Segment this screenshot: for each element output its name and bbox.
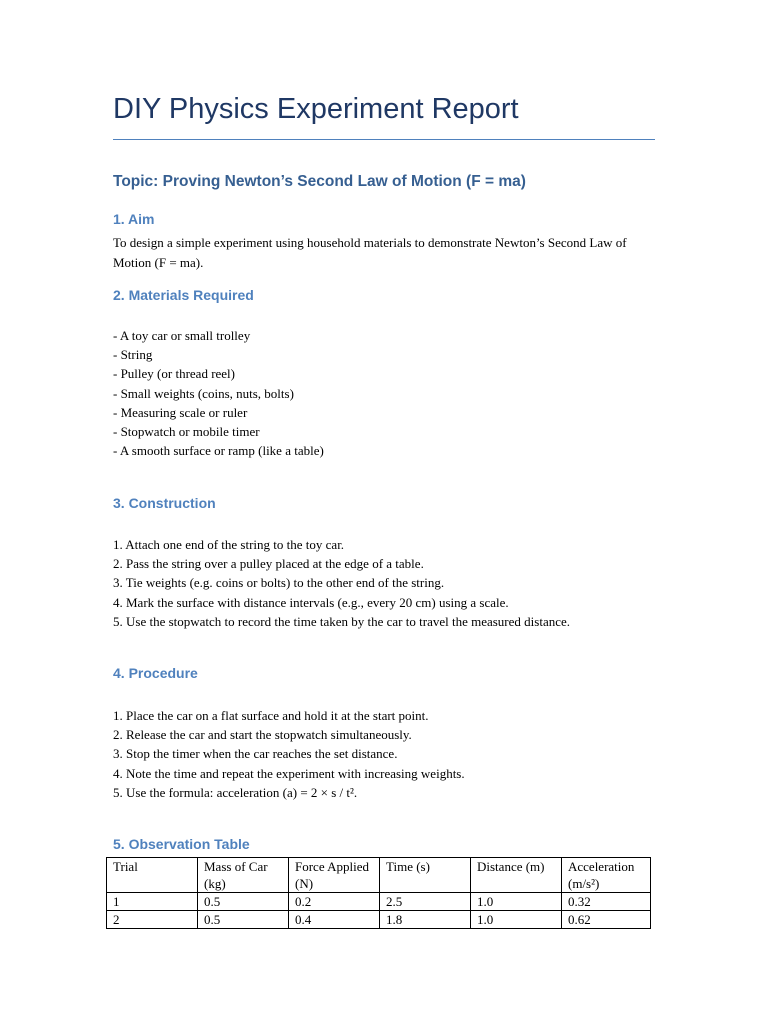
list-item: - String [113,347,153,363]
column-header-trial: Trial [107,858,198,893]
topic-heading: Topic: Proving Newton’s Second Law of Motion (F = ma) [113,173,526,190]
column-header-time: Time (s) [380,858,471,893]
procedure-heading: 4. Procedure [113,665,198,681]
list-item: 5. Use the stopwatch to record the time taken by the car to travel the measured distance. [113,613,570,629]
table-cell: 0.62 [562,911,651,929]
table-cell: 0.32 [562,893,651,911]
list-item: - Stopwatch or mobile timer [113,424,260,440]
aim-text: To design a simple experiment using household materials to demonstrate Newton’s Second Law of Motion (F = ma). [113,235,627,270]
table-cell: 1.8 [380,911,471,929]
column-header-distance: Distance (m) [471,858,562,893]
procedure-steps [113,706,465,802]
table-header-row [107,858,651,893]
list-item: 2. Release the car and start the stopwatch simultaneously. [113,727,412,743]
list-item: 4. Mark the surface with distance intervals (e.g., every 20 cm) using a scale. [113,594,509,610]
list-item: - A smooth surface or ramp (like a table) [113,443,324,459]
table-cell: 2.5 [380,893,471,911]
list-item: - Pulley (or thread reel) [113,366,236,382]
aim-heading: 1. Aim [113,211,155,227]
table-cell: 1.0 [471,911,562,929]
list-item: - Small weights (coins, nuts, bolts) [113,385,294,401]
table-row [107,911,651,929]
table-cell: 2 [107,911,198,929]
list-item: 1. Place the car on a flat surface and hold it at the start point. [113,708,429,723]
list-item: - A toy car or small trolley [113,328,251,343]
list-item: 4. Note the time and repeat the experiment with increasing weights. [113,765,465,781]
list-item: 3. Stop the timer when the car reaches the set distance. [113,746,398,762]
list-item: - Measuring scale or ruler [113,404,248,420]
list-item: 1. Attach one end of the string to the toy car. [113,537,345,552]
list-item: 2. Pass the string over a pulley placed at the edge of a table. [113,556,424,572]
document-title: DIY Physics Experiment Report [113,93,519,125]
column-header-force: Force Applied (N) [289,858,380,893]
construction-heading: 3. Construction [113,495,216,511]
table-cell: 0.5 [198,893,289,911]
materials-heading: 2. Materials Required [113,287,254,303]
observation-heading: 5. Observation Table [113,836,250,852]
list-item: 3. Tie weights (e.g. coins or bolts) to the other end of the string. [113,575,445,591]
title-divider [113,139,655,140]
materials-list [113,326,324,460]
construction-steps [113,535,570,631]
table-row [107,893,651,911]
table-cell: 0.5 [198,911,289,929]
table-cell: 0.4 [289,911,380,929]
table-cell: 0.2 [289,893,380,911]
list-item: 5. Use the formula: acceleration (a) = 2 × s / t². [113,784,358,800]
table-cell: 1.0 [471,893,562,911]
column-header-acceleration: Acceleration (m/s²) [562,858,651,893]
table-cell: 1 [107,893,198,911]
column-header-mass: Mass of Car (kg) [198,858,289,893]
observation-table [106,857,651,929]
